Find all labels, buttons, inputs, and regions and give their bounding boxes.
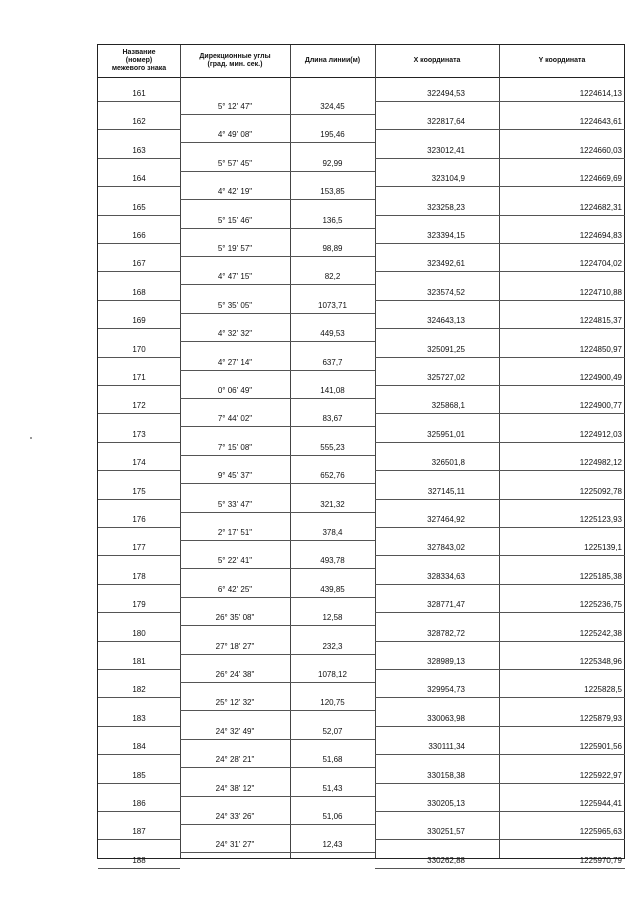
row-underline <box>98 328 180 329</box>
x-coordinate: 330262,88 <box>427 855 465 865</box>
segment-underline <box>180 199 290 200</box>
x-coordinate: 330111,34 <box>428 742 465 752</box>
direction-angle: 6° 42' 25" <box>217 584 253 594</box>
segment-underline <box>290 540 375 541</box>
direction-angle: 9° 45' 37" <box>217 471 253 481</box>
direction-angle: 5° 35' 05" <box>217 300 253 310</box>
header-y: Y координата <box>538 57 586 64</box>
row-underline <box>499 641 625 642</box>
line-length: 120,75 <box>320 698 345 708</box>
segment-underline <box>290 739 375 740</box>
point-name: 169 <box>132 316 146 326</box>
direction-angle: 24° 31' 27" <box>215 840 255 850</box>
row-underline <box>375 669 499 670</box>
direction-angle: 24° 28' 21" <box>215 755 255 765</box>
x-coordinate: 327464,92 <box>427 515 465 524</box>
segment-underline <box>290 284 375 285</box>
row-underline <box>98 669 180 670</box>
row-underline <box>499 101 625 102</box>
point-name: 184 <box>132 742 146 752</box>
y-coordinate: 1224912,03 <box>579 429 622 439</box>
direction-angle: 4° 42' 19" <box>217 187 253 197</box>
x-coordinate: 328334,63 <box>427 571 465 581</box>
header-length: Длина линии(м) <box>304 57 361 64</box>
x-coordinate: 330205,13 <box>427 799 465 808</box>
line-length: 51,43 <box>322 783 343 793</box>
segment-underline <box>290 199 375 200</box>
row-underline <box>375 101 499 102</box>
line-length: 232,3 <box>322 641 343 651</box>
point-name: 163 <box>132 145 146 155</box>
x-coordinate: 324643,13 <box>427 316 465 326</box>
row-underline <box>98 186 180 187</box>
point-name: 161 <box>132 89 146 98</box>
direction-angle: 5° 57' 45" <box>217 158 253 168</box>
direction-angle: 5° 22' 41" <box>217 556 253 566</box>
direction-angle: 4° 47' 15" <box>217 272 253 282</box>
row-underline <box>98 499 180 500</box>
y-coordinate: 1225965,63 <box>579 827 622 837</box>
line-length: 324,45 <box>320 102 345 111</box>
segment-underline <box>290 682 375 683</box>
row-underline <box>98 215 180 216</box>
segment-underline <box>290 228 375 229</box>
line-length: 1078,12 <box>318 670 347 679</box>
row-underline <box>375 726 499 727</box>
segment-underline <box>180 796 290 797</box>
row-underline <box>499 243 625 244</box>
row-underline <box>98 868 180 869</box>
segment-underline <box>180 114 290 115</box>
x-coordinate: 325868,1 <box>431 401 465 411</box>
y-coordinate: 1224614,13 <box>579 89 622 98</box>
line-length: 153,85 <box>320 187 345 197</box>
row-underline <box>375 158 499 159</box>
segment-underline <box>180 739 290 740</box>
row-underline <box>98 839 180 840</box>
line-length: 136,5 <box>322 215 343 225</box>
row-underline <box>499 783 625 784</box>
row-underline <box>375 839 499 840</box>
line-length: 439,85 <box>320 584 345 594</box>
row-underline <box>98 726 180 727</box>
y-coordinate: 1225970,79 <box>579 855 622 865</box>
y-coordinate: 1225123,93 <box>579 515 622 524</box>
row-underline <box>98 357 180 358</box>
point-name: 170 <box>132 344 146 354</box>
direction-angle: 5° 19' 57" <box>217 244 253 253</box>
row-underline <box>98 641 180 642</box>
segment-underline <box>290 824 375 825</box>
direction-angle: 24° 33' 26" <box>215 812 255 821</box>
point-name: 176 <box>132 515 146 524</box>
x-coordinate: 325091,25 <box>427 344 465 354</box>
x-coordinate: 323012,41 <box>427 145 465 155</box>
y-coordinate: 1224660,03 <box>579 145 622 155</box>
point-name: 187 <box>132 827 146 837</box>
row-underline <box>499 385 625 386</box>
point-name: 182 <box>132 685 146 695</box>
segment-underline <box>290 370 375 371</box>
segment-underline <box>180 455 290 456</box>
row-underline <box>98 385 180 386</box>
row-underline <box>375 271 499 272</box>
row-underline <box>499 527 625 528</box>
line-length: 1073,71 <box>318 300 347 310</box>
row-underline <box>499 470 625 471</box>
row-underline <box>98 129 180 130</box>
y-coordinate: 1224982,12 <box>579 458 622 468</box>
row-underline <box>375 697 499 698</box>
y-coordinate: 1224694,83 <box>579 231 622 240</box>
x-coordinate: 328782,72 <box>427 628 465 638</box>
row-underline <box>98 101 180 102</box>
row-underline <box>375 442 499 443</box>
row-underline <box>375 527 499 528</box>
row-underline <box>499 357 625 358</box>
y-coordinate: 1225185,38 <box>579 571 622 581</box>
row-underline <box>499 158 625 159</box>
line-length: 12,43 <box>322 840 343 850</box>
y-coordinate: 1225242,38 <box>579 628 622 638</box>
segment-underline <box>290 512 375 513</box>
direction-angle: 7° 44' 02" <box>217 414 253 424</box>
segment-underline <box>180 824 290 825</box>
row-underline <box>375 754 499 755</box>
line-length: 637,7 <box>322 357 343 367</box>
line-length: 652,76 <box>320 471 345 481</box>
line-length: 92,99 <box>322 158 343 168</box>
y-coordinate: 1225944,41 <box>579 799 622 808</box>
y-coordinate: 1225901,56 <box>579 742 622 752</box>
row-underline <box>98 413 180 414</box>
segment-underline <box>180 228 290 229</box>
point-name: 174 <box>132 458 146 468</box>
header-divider <box>98 77 624 78</box>
row-underline <box>375 186 499 187</box>
segment-underline <box>290 341 375 342</box>
line-length: 195,46 <box>320 130 345 140</box>
line-length: 82,2 <box>324 272 341 282</box>
x-coordinate: 323394,15 <box>427 231 465 240</box>
y-coordinate: 1224643,61 <box>579 117 622 127</box>
segment-underline <box>290 654 375 655</box>
row-underline <box>375 413 499 414</box>
segment-underline <box>290 852 375 853</box>
x-coordinate: 327843,02 <box>427 543 465 553</box>
segment-underline <box>180 512 290 513</box>
header-x: X координата <box>413 57 461 64</box>
point-name: 175 <box>132 486 146 496</box>
point-name: 178 <box>132 571 146 581</box>
row-underline <box>375 215 499 216</box>
row-underline <box>499 584 625 585</box>
row-underline <box>98 300 180 301</box>
segment-underline <box>290 710 375 711</box>
x-coordinate: 328771,47 <box>427 600 465 610</box>
x-coordinate: 330063,98 <box>427 713 465 723</box>
segment-underline <box>180 341 290 342</box>
y-coordinate: 1224710,88 <box>579 287 622 297</box>
point-name: 162 <box>132 117 146 127</box>
segment-underline <box>180 426 290 427</box>
row-underline <box>375 584 499 585</box>
row-underline <box>375 499 499 500</box>
row-underline <box>499 215 625 216</box>
point-name: 171 <box>132 373 146 382</box>
direction-angle: 27° 18' 27" <box>215 641 255 651</box>
x-coordinate: 328989,13 <box>427 657 465 666</box>
row-underline <box>375 470 499 471</box>
row-underline <box>98 555 180 556</box>
y-coordinate: 1225348,96 <box>579 657 622 666</box>
y-coordinate: 1224815,37 <box>579 316 622 326</box>
direction-angle: 24° 32' 49" <box>215 726 255 736</box>
row-underline <box>499 811 625 812</box>
line-length: 12,58 <box>322 613 343 623</box>
segment-underline <box>180 483 290 484</box>
direction-angle: 5° 33' 47" <box>217 499 253 509</box>
row-underline <box>98 697 180 698</box>
direction-angle: 7° 15' 08" <box>217 442 253 452</box>
segment-underline <box>180 398 290 399</box>
segment-underline <box>180 852 290 853</box>
row-underline <box>375 811 499 812</box>
row-underline <box>98 158 180 159</box>
y-coordinate: 1224900,77 <box>579 401 622 411</box>
segment-underline <box>290 142 375 143</box>
row-underline <box>98 612 180 613</box>
row-underline <box>98 783 180 784</box>
row-underline <box>499 129 625 130</box>
segment-underline <box>180 710 290 711</box>
row-underline <box>375 385 499 386</box>
row-underline <box>499 839 625 840</box>
row-underline <box>375 868 499 869</box>
x-coordinate: 322817,64 <box>427 117 465 127</box>
segment-underline <box>290 625 375 626</box>
y-coordinate: 1224669,69 <box>579 174 622 184</box>
line-length: 83,67 <box>322 414 343 424</box>
direction-angle: 4° 49' 08" <box>217 130 253 140</box>
y-coordinate: 1225236,75 <box>579 600 622 610</box>
row-underline <box>499 726 625 727</box>
direction-angle: 4° 32' 32" <box>217 329 253 339</box>
row-underline <box>499 669 625 670</box>
x-coordinate: 323492,61 <box>427 259 465 269</box>
point-name: 164 <box>132 174 146 184</box>
row-underline <box>98 754 180 755</box>
row-underline <box>375 357 499 358</box>
segment-underline <box>290 796 375 797</box>
row-underline <box>499 300 625 301</box>
segment-underline <box>290 455 375 456</box>
y-coordinate: 1224704,02 <box>579 259 622 269</box>
point-name: 168 <box>132 287 146 297</box>
line-length: 51,68 <box>322 755 343 765</box>
segment-underline <box>290 313 375 314</box>
header-angle: Дирекционные углы (град. мин. сек.) <box>199 53 271 68</box>
direction-angle: 5° 15' 46" <box>217 215 253 225</box>
segment-underline <box>180 142 290 143</box>
segment-underline <box>180 625 290 626</box>
row-underline <box>98 811 180 812</box>
line-length: 493,78 <box>320 556 345 566</box>
point-name: 167 <box>132 259 146 269</box>
row-underline <box>499 499 625 500</box>
line-length: 378,4 <box>322 528 343 537</box>
point-name: 181 <box>132 657 146 666</box>
row-underline <box>375 612 499 613</box>
point-name: 185 <box>132 770 146 780</box>
row-underline <box>499 612 625 613</box>
segment-underline <box>180 568 290 569</box>
segment-underline <box>180 284 290 285</box>
x-coordinate: 329954,73 <box>427 685 465 695</box>
line-length: 98,89 <box>322 244 343 253</box>
segment-underline <box>290 171 375 172</box>
segment-underline <box>290 114 375 115</box>
point-name: 179 <box>132 600 146 610</box>
segment-underline <box>290 568 375 569</box>
direction-angle: 24° 38' 12" <box>215 783 255 793</box>
segment-underline <box>180 171 290 172</box>
segment-underline <box>180 654 290 655</box>
point-name: 172 <box>132 401 146 411</box>
point-name: 186 <box>132 799 146 808</box>
y-coordinate: 1225879,93 <box>579 713 622 723</box>
y-coordinate: 1225828,5 <box>584 685 622 695</box>
row-underline <box>375 555 499 556</box>
y-coordinate: 1225139,1 <box>584 543 622 553</box>
segment-underline <box>290 256 375 257</box>
x-coordinate: 330251,57 <box>427 827 465 837</box>
segment-underline <box>180 682 290 683</box>
line-length: 52,07 <box>322 726 343 736</box>
row-underline <box>499 186 625 187</box>
y-coordinate: 1224682,31 <box>579 202 622 212</box>
y-coordinate: 1225922,97 <box>579 770 622 780</box>
column-divider <box>499 45 500 858</box>
point-name: 183 <box>132 713 146 723</box>
scan-speck <box>30 437 32 439</box>
y-coordinate: 1225092,78 <box>579 486 622 496</box>
segment-underline <box>180 597 290 598</box>
line-length: 449,53 <box>320 329 345 339</box>
segment-underline <box>180 540 290 541</box>
y-coordinate: 1224900,49 <box>579 373 622 382</box>
x-coordinate: 325727,02 <box>427 373 465 382</box>
row-underline <box>98 271 180 272</box>
row-underline <box>499 868 625 869</box>
row-underline <box>375 243 499 244</box>
segment-underline <box>290 483 375 484</box>
row-underline <box>499 442 625 443</box>
line-length: 555,23 <box>320 442 345 452</box>
row-underline <box>499 697 625 698</box>
column-divider <box>375 45 376 858</box>
x-coordinate: 325951,01 <box>427 429 465 439</box>
direction-angle: 26° 24' 38" <box>215 670 255 679</box>
row-underline <box>499 271 625 272</box>
segment-underline <box>290 597 375 598</box>
row-underline <box>375 641 499 642</box>
row-underline <box>499 328 625 329</box>
row-underline <box>98 442 180 443</box>
direction-angle: 5° 12' 47" <box>217 102 253 111</box>
header-name: Название (номер) межевого знака <box>111 49 167 72</box>
line-length: 141,08 <box>320 386 345 395</box>
row-underline <box>499 413 625 414</box>
direction-angle: 25° 12' 32" <box>215 698 255 708</box>
x-coordinate: 327145,11 <box>427 486 465 496</box>
point-name: 188 <box>132 855 146 865</box>
point-name: 177 <box>132 543 146 553</box>
row-underline <box>98 584 180 585</box>
segment-underline <box>290 767 375 768</box>
point-name: 165 <box>132 202 146 212</box>
segment-underline <box>180 370 290 371</box>
segment-underline <box>180 767 290 768</box>
x-coordinate: 326501,8 <box>431 458 465 468</box>
segment-underline <box>290 398 375 399</box>
line-length: 321,32 <box>320 499 345 509</box>
coordinates-table <box>97 44 625 865</box>
segment-underline <box>180 256 290 257</box>
row-underline <box>375 129 499 130</box>
row-underline <box>499 754 625 755</box>
x-coordinate: 323258,23 <box>427 202 465 212</box>
row-underline <box>98 243 180 244</box>
row-underline <box>375 328 499 329</box>
row-underline <box>499 555 625 556</box>
segment-underline <box>290 426 375 427</box>
point-name: 173 <box>132 429 146 439</box>
line-length: 51,06 <box>322 812 343 821</box>
row-underline <box>375 783 499 784</box>
direction-angle: 26° 35' 08" <box>215 613 255 623</box>
row-underline <box>98 470 180 471</box>
x-coordinate: 323574,52 <box>427 287 465 297</box>
direction-angle: 2° 17' 51" <box>217 528 253 537</box>
direction-angle: 0° 06' 49" <box>217 386 253 395</box>
x-coordinate: 322494,53 <box>427 89 465 98</box>
segment-underline <box>180 313 290 314</box>
direction-angle: 4° 27' 14" <box>217 357 253 367</box>
row-underline <box>98 527 180 528</box>
point-name: 166 <box>132 231 146 240</box>
y-coordinate: 1224850,97 <box>579 344 622 354</box>
row-underline <box>375 300 499 301</box>
x-coordinate: 323104,9 <box>431 174 465 184</box>
point-name: 180 <box>132 628 146 638</box>
x-coordinate: 330158,38 <box>427 770 465 780</box>
